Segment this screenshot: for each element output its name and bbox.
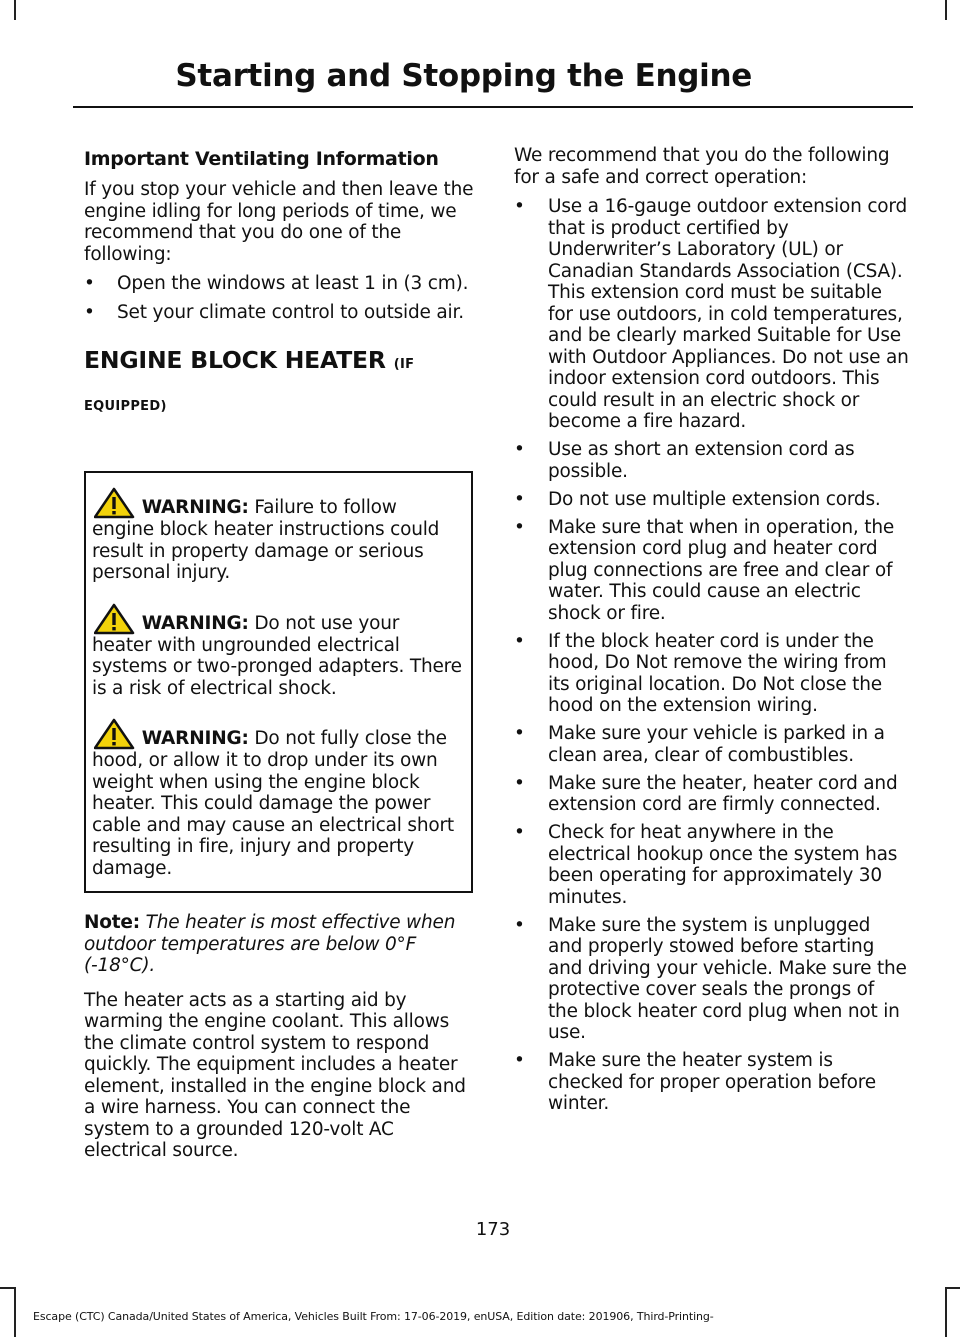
page-header-title: Starting and Stopping the Engine [175, 58, 752, 94]
bullet-glyph: • [514, 822, 525, 843]
recommendation-intro: We recommend that you do the following for a safe and correct operation: [514, 145, 890, 188]
bullet-glyph: • [514, 516, 525, 538]
warning-2: WARNING: Do not use your heater with ungrounded electrical systems or two-pronged adapters. There is a risk of electrical shock. [92, 603, 463, 700]
bullet-glyph: • [84, 273, 95, 294]
recommendation-list [514, 196, 909, 1115]
bullet-glyph: • [514, 772, 525, 794]
list-item: • Open the windows at least 1 in (3 cm). [84, 273, 469, 294]
section-heading: ENGINE BLOCK HEATER (IF EQUIPPED) [84, 345, 474, 422]
left-column [84, 145, 474, 1162]
warning-1: WARNING: Failure to follow engine block heater instructions could result in property damage or serious personal injury. [92, 487, 463, 584]
list-item: • Use a 16-gauge outdoor extension cord that is product certified by Underwriter’s Laboratory (UL) or Canadian Standards Association (CSA). This extension cord must be suitable for use outdoors, in cold temperatures, and be clearly marked Suitable for Use with Outdoor Appliances. Do not use an indoor extension cord outdoors. This could result in an electric shock or become a fire hazard. [514, 196, 909, 432]
bullet-glyph: • [84, 301, 95, 323]
ventilating-list [84, 273, 474, 323]
list-item: • Make sure that when in operation, the extension cord plug and heater cord plug connections are free and clear of water. This could cause an electric shock or fire. [514, 516, 895, 624]
crop-mark [14, 1287, 16, 1337]
right-column [514, 145, 909, 1121]
section-heading-continued: EQUIPPED) [84, 399, 167, 414]
list-item: • Make sure your vehicle is parked in a clean area, clear of combustibles. [514, 723, 885, 766]
header-rule [73, 106, 913, 108]
heater-description: The heater acts as a starting aid by warming the engine coolant. This allows the climate control system to respond quickly. The equipment includes a heater element, installed in the engine block and a wire harness. You can connect the system to a grounded 120-volt AC electrical source. [84, 989, 466, 1161]
bullet-glyph: • [514, 1050, 525, 1071]
list-item: • Do not use multiple extension cords. [514, 488, 881, 510]
footer-text: Escape (CTC) Canada/United States of America, Vehicles Built From: 17-06-2019, enUSA, Edition date: 201906, Third-Printing- [33, 1310, 714, 1323]
bullet-glyph: • [514, 914, 525, 936]
crop-mark [945, 1287, 960, 1289]
warning-triangle-icon [94, 603, 136, 635]
page-number: 173 [475, 1219, 511, 1240]
list-item: • Make sure the heater system is checked for proper operation before winter. [514, 1050, 876, 1114]
warning-triangle-icon [94, 487, 136, 519]
ventilating-intro: If you stop your vehicle and then leave the engine idling for long periods of time, we recommend that you do one of the following: [84, 179, 474, 265]
bullet-glyph: • [514, 488, 525, 510]
warning-box [84, 471, 473, 893]
list-item: • Make sure the system is unplugged and properly stowed before starting and driving your vehicle. Make sure the protective cover seals the prongs of the block heater cord plug when not in use. [514, 914, 907, 1043]
bullet-glyph: • [514, 630, 525, 652]
list-item: • Set your climate control to outside air. [84, 301, 464, 323]
ventilating-heading: Important Ventilating Information [84, 148, 439, 170]
crop-mark [945, 1287, 947, 1337]
crop-mark [14, 0, 16, 20]
list-item: • If the block heater cord is under the hood, Do Not remove the wiring from its original location. Do Not close the hood on the extension wiring. [514, 630, 887, 716]
list-item: • Make sure the heater, heater cord and extension cord are firmly connected. [514, 772, 898, 815]
note: Note: The heater is most effective when outdoor temperatures are below 0°F (-18°C). [84, 912, 456, 976]
bullet-glyph: • [514, 723, 525, 744]
crop-mark [0, 1287, 14, 1289]
bullet-glyph: • [514, 439, 525, 460]
warning-3: WARNING: Do not fully close the hood, or allow it to drop under its own weight when using the engine block heater. This could damage the power cable and may cause an electrical short resulting in fire, injury and property damage. [92, 718, 463, 879]
crop-mark [945, 0, 947, 20]
list-item: • Use as short an extension cord as possible. [514, 439, 855, 482]
bullet-glyph: • [514, 196, 525, 217]
list-item: • Check for heat anywhere in the electrical hookup once the system has been operating for approximately 30 minutes. [514, 822, 898, 908]
warning-triangle-icon [94, 718, 136, 750]
section-heading-suffix: (IF [393, 357, 415, 372]
